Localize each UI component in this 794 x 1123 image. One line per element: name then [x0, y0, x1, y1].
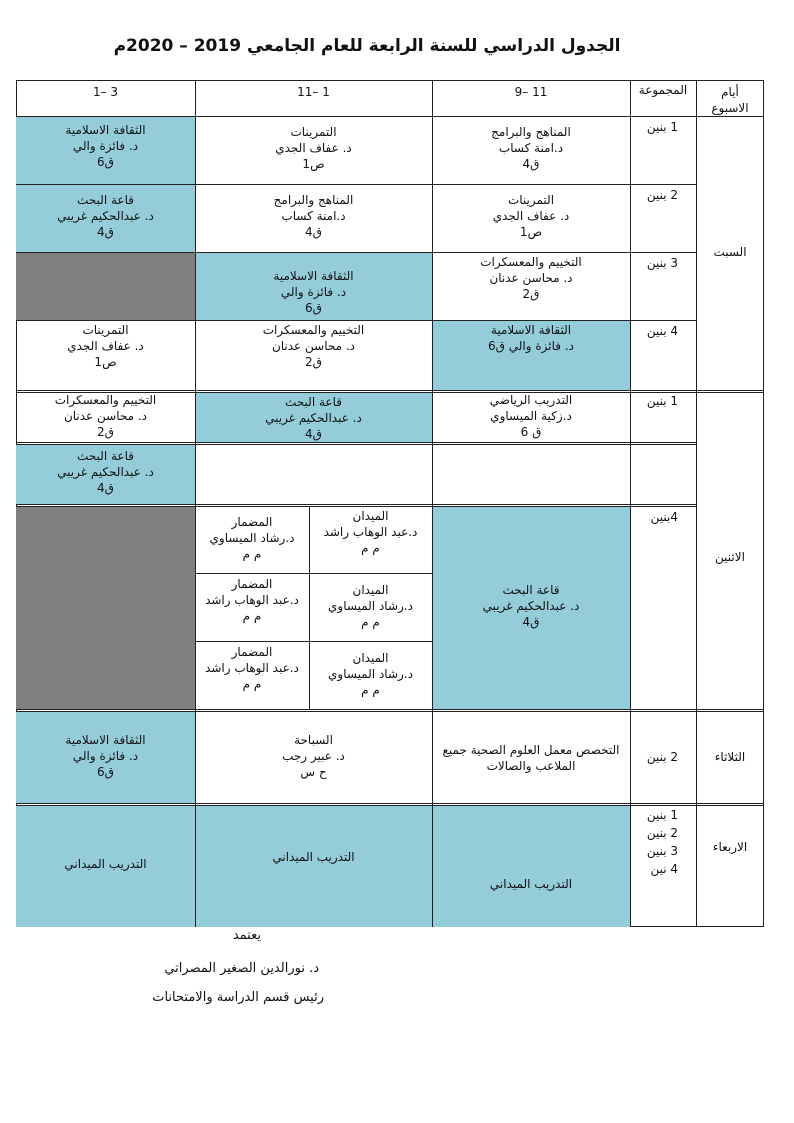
day-wednesday: الاربعاء [712, 840, 748, 854]
group-label: 3 بنين [646, 256, 678, 270]
class-cell: التمرينات د. عفاف الجدي ص1 [275, 125, 352, 171]
approval-label: يعتمد [232, 928, 261, 943]
class-cell: التمرينات د. عفاف الجدي ص1 [67, 323, 144, 369]
split-cell: المضمار د.عبد الوهاب راشد م م [205, 577, 299, 623]
group-label: 3 بنين [646, 844, 678, 858]
group-label: 2 بنين [646, 750, 678, 764]
split-cell: المضمار د.رشاد الميساوي م م [209, 515, 295, 561]
class-cell: قاعة البحث د. عبدالحكيم غريبي ق4 [57, 193, 154, 239]
approver-name: د. نورالدين الصغير المصراتي [164, 961, 319, 976]
class-cell: التخييم والمعسكرات د. محاسن عدنان ق2 [262, 323, 365, 369]
split-cell: الميدان د.رشاد الميساوي م م [328, 583, 413, 629]
class-cell: قاعة البحث د. عبدالحكيم غريبي ق4 [57, 449, 154, 495]
page-title: الجدول الدراسي للسنة الرابعة للعام الجامعي 2019 – 2020م [113, 36, 621, 56]
class-cell: التدريب الرياضي د.زكية الميساوي ق 6 [489, 393, 573, 439]
approver-title: رئيس قسم الدراسة والامتحانات [152, 990, 324, 1005]
class-cell: المناهج والبرامج د.امنة كساب ق4 [273, 193, 354, 239]
split-cell: الميدان د.عبد الوهاب راشد م م [323, 509, 418, 555]
group-label: 4 بنين [646, 324, 678, 338]
group-label: 1 بنين [646, 808, 678, 822]
class-cell: المناهج والبرامج د.امنة كساب ق4 [491, 125, 571, 171]
group-label: 2 بنين [646, 826, 678, 840]
day-monday: الاثنين [715, 550, 745, 564]
class-cell: السباحة د. عبير رجب ح س [282, 733, 345, 779]
group-label: 4 نين [650, 862, 678, 876]
class-cell: الثقافة الاسلامية د. فائزة والي ق6 [488, 323, 574, 353]
class-cell: قاعة البحث د. عبدالحكيم غريبي ق4 [482, 583, 580, 629]
split-cell: الميدان د.رشاد الميساوي م م [328, 651, 413, 697]
class-cell: التخييم والمعسكرات د. محاسن عدنان ق2 [480, 255, 582, 301]
header-period-2: 11– 1 [297, 85, 330, 99]
group-label: 4بنين [650, 510, 678, 524]
header-days: أيام الاسبوع [711, 85, 749, 115]
class-cell: التمرينات د. عفاف الجدي ص1 [492, 193, 570, 239]
split-cell: المضمار د.عبد الوهاب راشد م م [205, 645, 299, 691]
header-period-1: 9– 11 [514, 85, 548, 99]
group-label: 1 بنين [646, 394, 678, 408]
class-cell: الثقافة الاسلامية د. فائزة والي ق6 [65, 733, 146, 779]
group-label: 2 بنين [646, 188, 678, 202]
day-saturday: السبت [713, 245, 747, 259]
class-cell: قاعة البحث د. عبدالحكيم غريبي ق4 [265, 395, 362, 441]
class-cell: التدريب الميداني [272, 850, 355, 864]
class-cell: الثقافة الاسلامية د. فائزة والي ق6 [273, 269, 354, 315]
class-cell: الثقافة الاسلامية د. فائزة والي ق6 [65, 123, 146, 169]
class-cell: التخييم والمعسكرات د. محاسن عدنان ق2 [54, 393, 157, 439]
class-cell: التدريب الميداني [64, 857, 147, 871]
day-tuesday: الثلاثاء [714, 750, 746, 764]
header-group: المجموعة [638, 83, 688, 97]
class-cell: التدريب الميداني [489, 877, 573, 891]
class-cell: التخصص معمل العلوم الصحية جميع الملاعب والصالات [442, 743, 620, 773]
group-label: 1 بنين [646, 120, 678, 134]
header-period-3: 1– 3 [92, 85, 119, 99]
